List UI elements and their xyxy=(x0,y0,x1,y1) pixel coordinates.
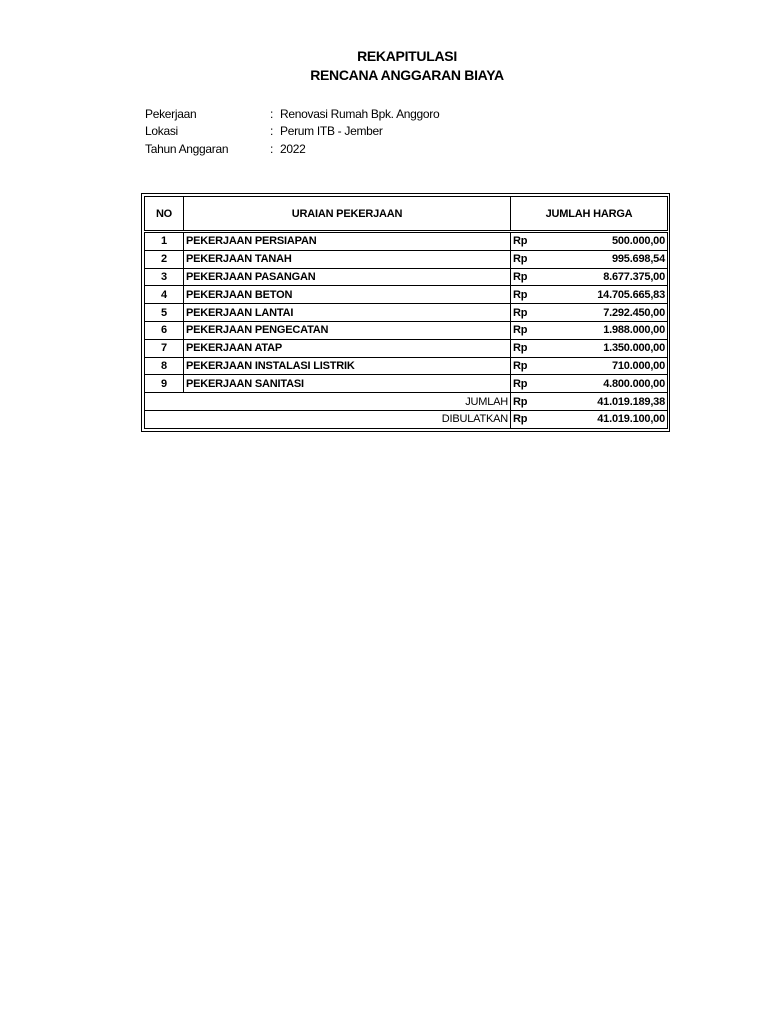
total-currency: Rp xyxy=(511,393,541,411)
row-description: PEKERJAAN INSTALASI LISTRIK xyxy=(184,357,511,375)
row-description: PEKERJAAN PASANGAN xyxy=(184,268,511,286)
table-row xyxy=(145,339,668,357)
row-amount: 8.677.375,00 xyxy=(541,268,668,286)
row-currency: Rp xyxy=(511,357,541,375)
table-row xyxy=(145,357,668,375)
rounded-currency: Rp xyxy=(511,410,541,428)
table-row xyxy=(145,375,668,393)
info-value: 2022 xyxy=(280,142,306,156)
row-number: 1 xyxy=(145,232,184,251)
info-colon: : xyxy=(270,107,274,121)
row-description: PEKERJAAN PENGECATAN xyxy=(184,321,511,339)
row-currency: Rp xyxy=(511,375,541,393)
row-currency: Rp xyxy=(511,339,541,357)
document-subtitle: RENCANA ANGGARAN BIAYA xyxy=(310,67,504,83)
header-uraian: URAIAN PEKERJAAN xyxy=(184,197,511,232)
row-currency: Rp xyxy=(511,321,541,339)
row-currency: Rp xyxy=(511,232,541,251)
row-currency: Rp xyxy=(511,268,541,286)
row-description: PEKERJAAN ATAP xyxy=(184,339,511,357)
row-description: PEKERJAAN TANAH xyxy=(184,250,511,268)
rounded-amount: 41.019.100,00 xyxy=(541,410,668,428)
header-no: NO xyxy=(145,197,184,232)
row-description: PEKERJAAN PERSIAPAN xyxy=(184,232,511,251)
row-amount: 710.000,00 xyxy=(541,357,668,375)
info-label: Lokasi xyxy=(145,124,178,138)
row-number: 6 xyxy=(145,321,184,339)
row-number: 8 xyxy=(145,357,184,375)
row-amount: 995.698,54 xyxy=(541,250,668,268)
budget-table xyxy=(144,196,668,429)
info-colon: : xyxy=(270,124,274,138)
row-currency: Rp xyxy=(511,286,541,304)
document-title: REKAPITULASI xyxy=(357,48,457,64)
total-row xyxy=(145,393,668,411)
row-currency: Rp xyxy=(511,304,541,322)
total-label: JUMLAH xyxy=(145,393,511,411)
row-number: 9 xyxy=(145,375,184,393)
info-colon: : xyxy=(270,142,274,156)
row-amount: 14.705.665,83 xyxy=(541,286,668,304)
info-label: Tahun Anggaran xyxy=(145,142,229,156)
table-row xyxy=(145,286,668,304)
table-row xyxy=(145,250,668,268)
row-number: 4 xyxy=(145,286,184,304)
rounded-row xyxy=(145,410,668,428)
info-value: Renovasi Rumah Bpk. Anggoro xyxy=(280,107,440,121)
row-number: 5 xyxy=(145,304,184,322)
row-description: PEKERJAAN SANITASI xyxy=(184,375,511,393)
info-label: Pekerjaan xyxy=(145,107,197,121)
row-number: 3 xyxy=(145,268,184,286)
rounded-label: DIBULATKAN xyxy=(145,410,511,428)
row-currency: Rp xyxy=(511,250,541,268)
table-header-row xyxy=(145,197,668,232)
total-amount: 41.019.189,38 xyxy=(541,393,668,411)
table-row xyxy=(145,304,668,322)
row-amount: 500.000,00 xyxy=(541,232,668,251)
row-number: 2 xyxy=(145,250,184,268)
row-amount: 4.800.000,00 xyxy=(541,375,668,393)
info-value: Perum ITB - Jember xyxy=(280,124,383,138)
table-row xyxy=(145,321,668,339)
table-row xyxy=(145,268,668,286)
row-amount: 1.350.000,00 xyxy=(541,339,668,357)
table-row xyxy=(145,232,668,251)
header-jumlah: JUMLAH HARGA xyxy=(511,197,668,232)
row-description: PEKERJAAN LANTAI xyxy=(184,304,511,322)
budget-table-frame xyxy=(141,193,670,432)
row-amount: 7.292.450,00 xyxy=(541,304,668,322)
row-description: PEKERJAAN BETON xyxy=(184,286,511,304)
row-amount: 1.988.000,00 xyxy=(541,321,668,339)
row-number: 7 xyxy=(145,339,184,357)
